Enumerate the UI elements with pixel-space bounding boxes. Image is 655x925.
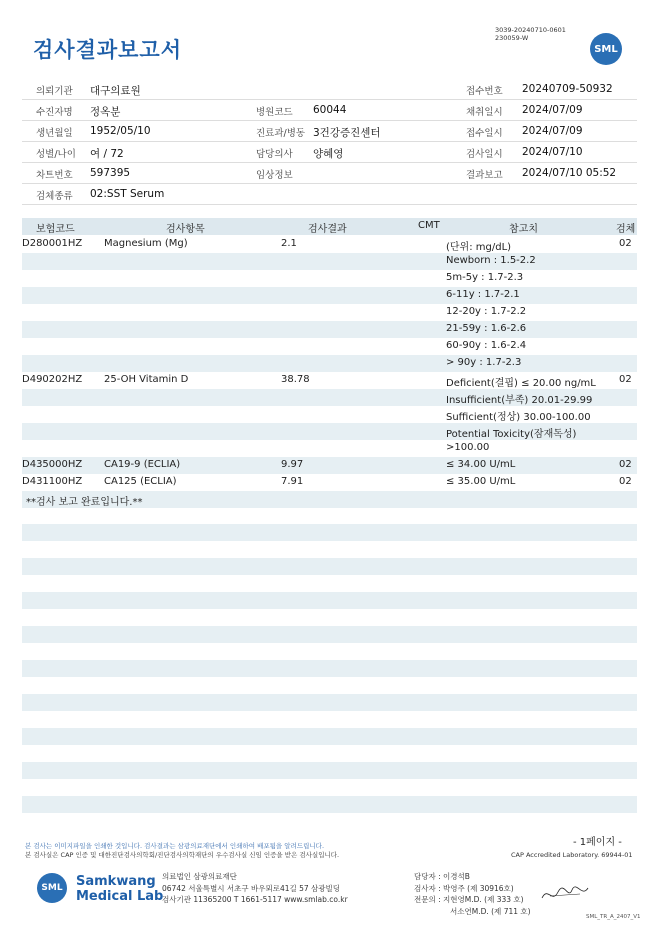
value-report-time: 2024/07/10 05:52	[522, 167, 617, 179]
cell-reference: 21-59y : 1.6-2.6	[446, 323, 527, 334]
cell-specimen: 02	[619, 476, 632, 487]
cell-specimen: 02	[619, 374, 632, 385]
label-department: 진료과/병동	[256, 128, 306, 139]
info-row	[22, 120, 637, 142]
empty-row	[22, 524, 637, 541]
col-test-item: 검사항목	[166, 224, 205, 235]
cell-reference: Sufficient(정상) 30.00-100.00	[446, 412, 591, 423]
value-sex-age: 여 / 72	[90, 148, 124, 160]
signature-image	[540, 882, 590, 906]
cell-reference: ≤ 34.00 U/mL	[446, 459, 516, 470]
table-row	[22, 338, 637, 355]
foundation-address: 06742 서울특별시 서초구 바우뫼로41길 57 삼광빌딩	[162, 883, 341, 893]
cell-reference: Deficient(결핍) ≤ 20.00 ng/mL	[446, 378, 596, 389]
cell-code: D280001HZ	[22, 238, 83, 249]
page-number: - 1페이지 -	[573, 837, 622, 848]
label-chart-number: 차트번호	[36, 170, 73, 181]
table-row	[22, 389, 637, 406]
label-hospital-code: 병원코드	[256, 107, 293, 118]
value-patient-name: 정옥분	[90, 106, 121, 118]
brand-line-1: Samkwang	[76, 874, 156, 889]
empty-row	[22, 626, 637, 643]
results-table-header	[22, 218, 637, 235]
info-row	[22, 78, 637, 100]
brand-name	[76, 874, 163, 904]
cell-code: D435000HZ	[22, 459, 83, 470]
label-sex-age: 성별/나이	[36, 149, 76, 160]
cell-code: D490202HZ	[22, 374, 83, 385]
empty-row	[22, 762, 637, 779]
sml-brand-mark: SML	[37, 873, 67, 903]
sml-logo: SML	[590, 33, 622, 65]
cell-result: 2.1	[281, 238, 297, 249]
document-id-line-2: 230059-W	[495, 34, 529, 42]
table-row	[22, 355, 637, 372]
table-row	[22, 406, 637, 423]
empty-row	[22, 694, 637, 711]
value-requesting-org: 대구의료원	[90, 85, 141, 97]
label-receipt-number: 접수번호	[466, 86, 503, 97]
col-cmt: CMT	[418, 220, 440, 231]
cell-reference: 6-11y : 1.7-2.1	[446, 289, 520, 300]
staff-tester: 검사자 : 박영주 (제 30916호)	[414, 883, 514, 893]
cell-reference: ≤ 35.00 U/mL	[446, 476, 516, 487]
cell-code: D431100HZ	[22, 476, 83, 487]
foundation-name: 의료법인 삼광의료재단	[162, 872, 237, 881]
cell-reference: > 90y : 1.7-2.3	[446, 357, 522, 368]
table-row	[22, 287, 637, 304]
cell-specimen: 02	[619, 459, 632, 470]
col-result: 검사결과	[308, 224, 347, 235]
value-department: 3건강증진센터	[313, 127, 381, 139]
col-reference: 참고치	[509, 224, 538, 235]
staff-specialist-1: 전문의 : 지현영M.D. (제 333 호)	[414, 895, 524, 904]
label-report-time: 결과보고	[466, 170, 503, 181]
label-collection-date: 채취일시	[466, 107, 503, 118]
label-clinical-info: 임상정보	[256, 170, 293, 181]
value-hospital-code: 60044	[313, 104, 347, 116]
table-row	[22, 304, 637, 321]
table-row	[22, 474, 637, 491]
value-test-date: 2024/07/10	[522, 146, 583, 158]
label-specimen-type: 검체종류	[36, 191, 73, 202]
staff-manager: 담당자 : 이경석B	[414, 872, 470, 881]
table-row	[22, 236, 637, 253]
empty-row	[22, 728, 637, 745]
table-row	[22, 253, 637, 270]
value-specimen-type: 02:SST Serum	[90, 188, 165, 200]
cell-reference: Newborn : 1.5-2.2	[446, 255, 536, 266]
cell-item: 25-OH Vitamin D	[104, 374, 189, 385]
label-doctor: 담당의사	[256, 149, 293, 160]
page-title: 검사결과보고서	[33, 38, 183, 62]
cell-reference: 5m-5y : 1.7-2.3	[446, 272, 524, 283]
value-collection-date: 2024/07/09	[522, 104, 583, 116]
accreditation-notice: 본 검사실은 CAP 인증 및 대한진단검사의학회/진단검사의학재단의 우수검사실 신임 인증을 받은 검사실입니다.	[25, 851, 340, 859]
value-receipt-number: 20240709-50932	[522, 83, 613, 95]
value-doctor: 양혜영	[313, 148, 344, 160]
table-row	[22, 423, 637, 440]
table-row	[22, 270, 637, 287]
col-insurance-code: 보험코드	[36, 224, 75, 235]
cell-reference: 60-90y : 1.6-2.4	[446, 340, 527, 351]
document-id-line-1: 3039-20240710-0601	[495, 26, 566, 34]
image-print-notice: 본 검사는 이미지파일을 인쇄한 것입니다. 검사결과는 삼광의료재단에서 인쇄하여 배포됨을 알려드립니다.	[25, 842, 325, 850]
cell-result: 38.78	[281, 374, 310, 385]
cell-result: 9.97	[281, 459, 304, 470]
cell-reference: Potential Toxicity(잠재독성)	[446, 429, 577, 440]
col-specimen: 검체	[616, 224, 636, 235]
table-row	[22, 321, 637, 338]
cell-reference: >100.00	[446, 442, 490, 453]
table-row	[22, 372, 637, 389]
cell-item: CA19-9 (ECLIA)	[104, 459, 181, 470]
cell-specimen: 02	[619, 238, 632, 249]
cap-accreditation: CAP Accredited Laboratory. 69944-01	[511, 851, 633, 859]
table-row	[22, 457, 637, 474]
staff-info	[414, 871, 531, 917]
cell-reference: 12-20y : 1.7-2.2	[446, 306, 527, 317]
label-birth-date: 생년월일	[36, 128, 73, 139]
empty-row	[22, 796, 637, 813]
value-receipt-date: 2024/07/09	[522, 125, 583, 137]
info-row	[22, 141, 637, 163]
foundation-info	[162, 871, 348, 906]
report-complete-note: **검사 보고 완료입니다.**	[26, 497, 143, 508]
document-id	[495, 26, 566, 42]
value-chart-number: 597395	[90, 167, 131, 179]
label-receipt-date: 접수일시	[466, 128, 503, 139]
label-test-date: 검사일시	[466, 149, 503, 160]
info-row	[22, 162, 637, 184]
info-row	[22, 183, 637, 205]
brand-line-2: Medical Lab	[76, 889, 164, 904]
empty-row	[22, 558, 637, 575]
table-row	[22, 440, 637, 457]
empty-row	[22, 592, 637, 609]
empty-row	[22, 660, 637, 677]
form-code: SML_TR_A_2407_V1	[586, 914, 641, 920]
cell-reference: (단위: mg/dL)	[446, 242, 512, 253]
table-row	[22, 491, 637, 508]
cell-item: CA125 (ECLIA)	[104, 476, 177, 487]
info-row	[22, 99, 637, 121]
cell-result: 7.91	[281, 476, 304, 487]
value-birth-date: 1952/05/10	[90, 125, 151, 137]
label-requesting-org: 의뢰기관	[36, 86, 73, 97]
cell-reference: Insufficient(부족) 20.01-29.99	[446, 395, 593, 406]
cell-item: Magnesium (Mg)	[104, 238, 188, 249]
foundation-contact: 검사기관 11365200 T 1661-5117 www.smlab.co.kr	[162, 895, 348, 904]
staff-specialist-2: 서소연M.D. (제 711 호)	[450, 906, 531, 916]
label-patient-name: 수진자명	[36, 107, 73, 118]
